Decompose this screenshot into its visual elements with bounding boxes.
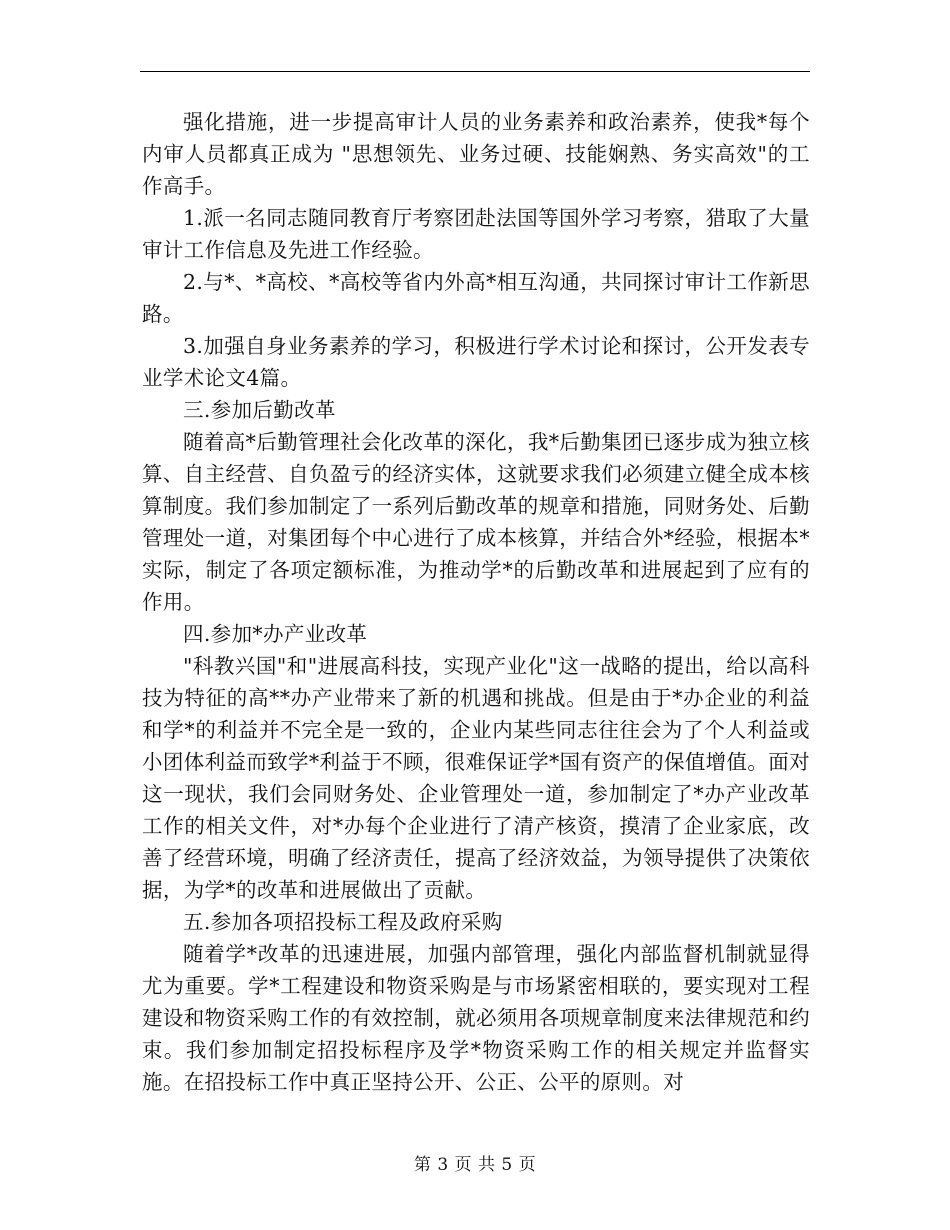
section-heading-4: 四.参加*办产业改革 — [183, 622, 368, 646]
section-heading-5: 五.参加各项招投标工程及政府采购 — [183, 910, 503, 934]
paragraph-item-3: 3.加强自身业务素养的学习，积极进行学术讨论和探讨，公开发表专业学术论文4篇。 — [142, 334, 810, 390]
paragraph-logistics-reform: 随着高*后勤管理社会化改革的深化，我*后勤集团已逐步成为独立核算、自主经营、自负盈亏的经济实体，这就要求我们必须建立健全成本核算制度。我们参加制定了一系列后勤改革的规章和措施，同财务处、后勤管理处一道，对集团每个中心进行了成本核算，并结合外*经验，根据本*实际，制定了各项定额标准，为推动学*的后勤改革和进展起到了应有的作用。 — [142, 430, 810, 614]
section-heading-3: 三.参加后勤改革 — [183, 398, 336, 422]
paragraph-item-1: 1.派一名同志随同教育厅考察团赴法国等国外学习考察，猎取了大量审计工作信息及先进工作经验。 — [142, 206, 810, 262]
header-rule — [140, 71, 810, 72]
paragraph-intro: 强化措施，进一步提高审计人员的业务素养和政治素养，使我*每个内审人员都真正成为 "思想领先、业务过硬、技能娴熟、务实高效"的工作高手。 — [142, 110, 810, 198]
paragraph-item-2: 2.与*、*高校、*高校等省内外高*相互沟通，共同探讨审计工作新思路。 — [142, 270, 810, 326]
page-number-footer: 第 3 页 共 5 页 — [413, 1155, 537, 1175]
paragraph-industry-reform: "科教兴国"和"进展高科技，实现产业化"这一战略的提出，给以高科技为特征的高**办产业带来了新的机遇和挑战。但是由于*办企业的利益和学*的利益并不完全是一致的，企业内某些同志往往会为了个人利益或小团体利益而致学*利益于不顾，很难保证学*国有资产的保值增值。面对这一现状，我们会同财务处、企业管理处一道，参加制定了*办产业改革工作的相关文件，对*办每个企业进行了清产核资，摸清了企业家底，改善了经营环境，明确了经济责任，提高了经济效益，为领导提供了决策依据，为学*的改革和进展做出了贡献。 — [142, 654, 810, 902]
paragraph-procurement: 随着学*改革的迅速进展，加强内部管理，强化内部监督机制就显得尤为重要。学*工程建设和物资采购是与市场紧密相联的，要实现对工程建设和物资采购工作的有效控制，就必须用各项规章制度来法律规范和约束。我们参加制定招投标程序及学*物资采购工作的相关规定并监督实施。在招投标工作中真正坚持公开、公正、公平的原则。对 — [142, 942, 810, 1094]
document-body — [142, 106, 810, 1098]
